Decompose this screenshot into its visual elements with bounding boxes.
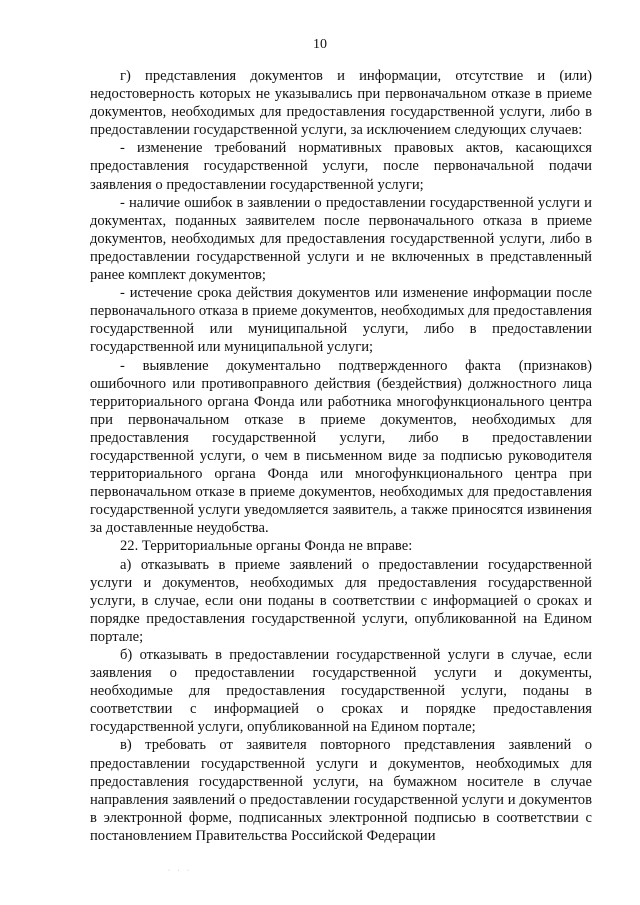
- paragraph-22-a: а) отказывать в приеме заявлений о предоставлении государственной услуги и документов, необходимых для предоставления государственной услуги, в случае, если они поданы в соответствии с информацией о сроках и порядке предоставления государственной услуги, опубликованной на Едином портале;: [90, 556, 592, 645]
- page-number: 10: [313, 37, 327, 52]
- paragraph-22-v: в) требовать от заявителя повторного представления заявлений о предоставлении государственной услуги и документов, необходимых для предоставления государственной услуги, на бумажном носителе в случае направления заявлений о предоставлении государственной услуги и документов в электронной форме, подписанных электронной подписью в соответствии с постановлением Правительства Российской Федерации: [90, 737, 592, 844]
- document-body: [90, 67, 592, 845]
- paragraph-bullet-requirements-change: - изменение требований нормативных правовых актов, касающихся предоставления государственной услуги, после первоначальной подачи заявления о предоставлении государственной услуги;: [90, 140, 592, 193]
- paragraph-g-intro: г) представления документов и информации, отсутствие и (или) недостоверность которых не указывались при первоначальном отказе в приеме документов, необходимых для предоставления государственной услуги, либо в предоставлении государственной услуги, за исключением следующих случаев:: [90, 68, 592, 139]
- scan-specks-decoration: · · ·: [168, 868, 192, 874]
- paragraph-bullet-expiry: - истечение срока действия документов или изменение информации после первоначального отказа в приеме документов, необходимых для предоставления государственной или муниципальной услуги, либо в предоставлении государственной или муниципальной услуги;: [90, 285, 592, 356]
- paragraph-bullet-misconduct: - выявление документально подтвержденного факта (признаков) ошибочного или противоправного действия (бездействия) должностного лица территориального органа Фонда или работника многофункционального центра при первоначальном отказе в приеме документов, необходимых для предоставления государственной услуги, либо в предоставлении государственной услуги, о чем в письменном виде за подписью руководителя территориального органа Фонда или многофункционального центра при первоначальном отказе в приеме документов, необходимых для предоставления государственной услуги уведомляется заявитель, а также приносятся извинения за доставленные неудобства.: [90, 357, 592, 537]
- paragraph-bullet-errors: - наличие ошибок в заявлении о предоставлении государственной услуги и документах, поданных заявителем после первоначального отказа в приеме документов, необходимых для предоставления государственной услуги, либо в предоставлении государственной услуги и не включенных в представленный ранее комплект документов;: [90, 194, 592, 284]
- paragraph-22-b: б) отказывать в предоставлении государственной услуги в случае, если заявления о предоставлении государственной услуги и документы, необходимые для предоставления государственной услуги, поданы в соответствии с информацией о сроках и порядке предоставления государственной услуги, опубликованной на Едином портале;: [90, 647, 592, 736]
- paragraph-section-22-heading: 22. Территориальные органы Фонда не вправе:: [120, 538, 413, 555]
